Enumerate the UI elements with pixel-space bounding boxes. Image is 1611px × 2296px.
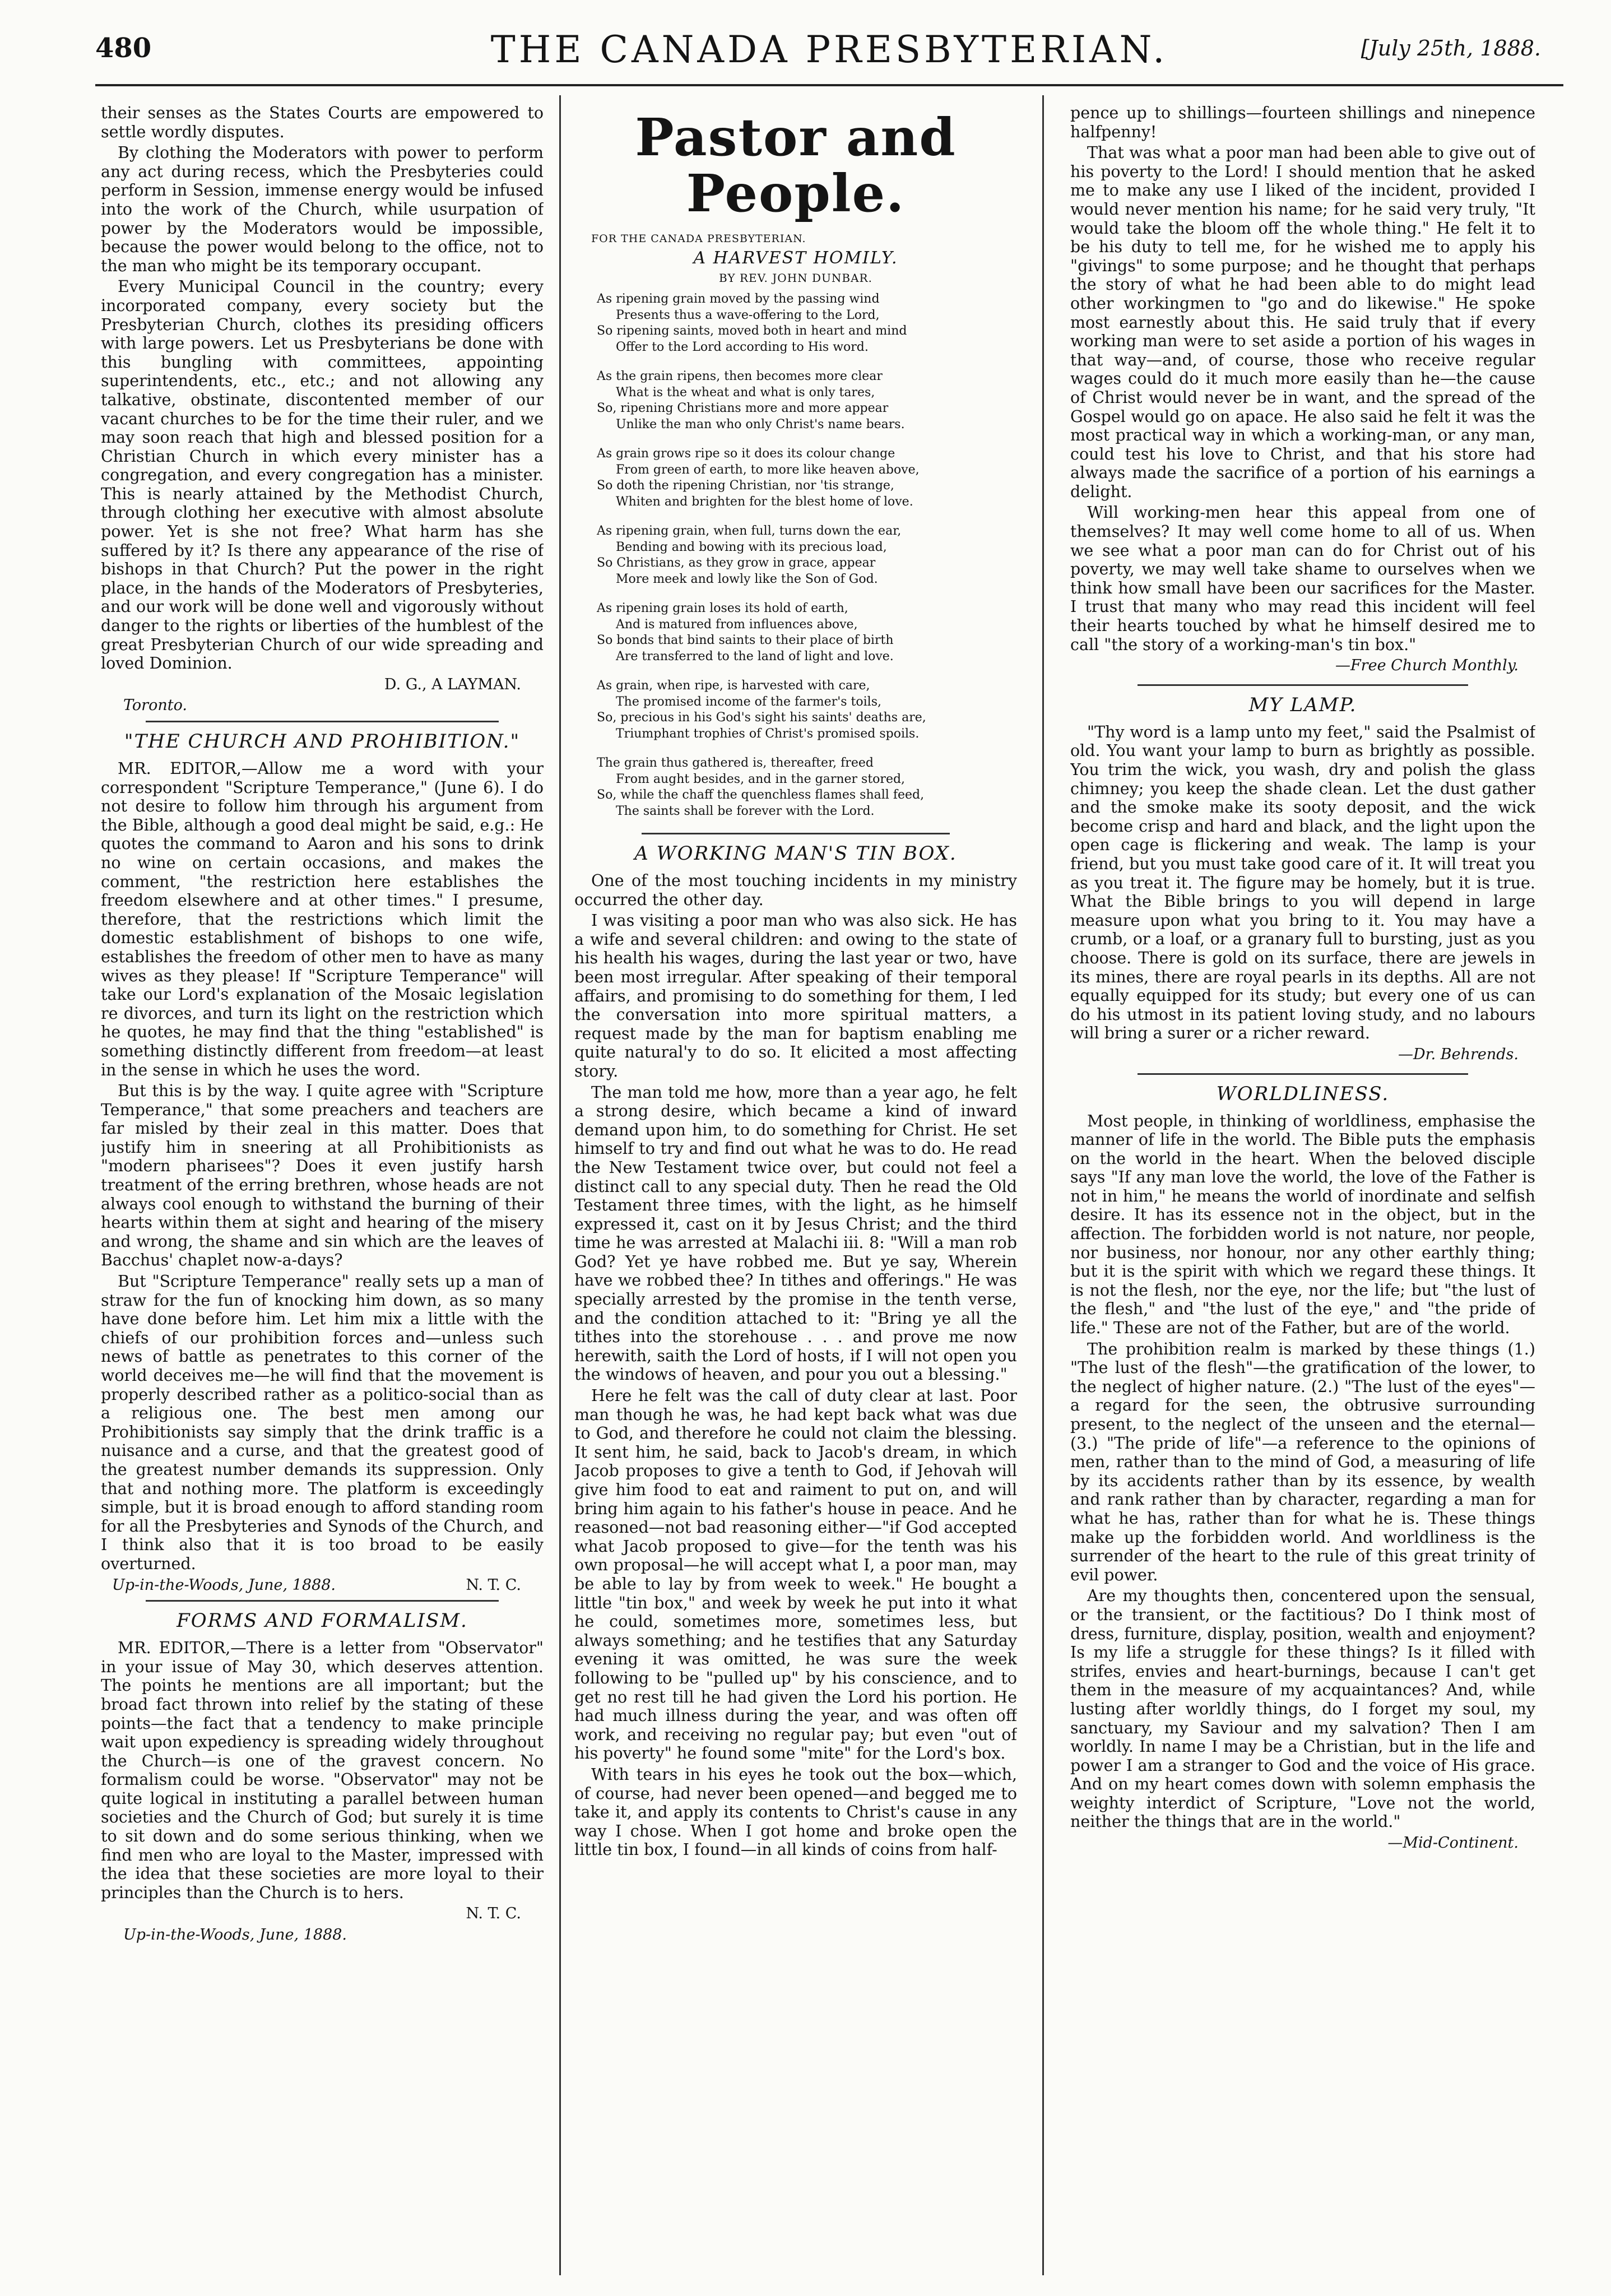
poem bbox=[597, 291, 1017, 819]
paragraph: pence up to shillings—fourteen shillings and ninepence halfpenny! bbox=[1070, 104, 1535, 141]
signature-line bbox=[101, 1576, 544, 1595]
poem-line: As grain grows ripe so it does its colour change bbox=[597, 447, 895, 461]
poem-line: Bending and bowing with its precious load, bbox=[616, 540, 887, 554]
poem-line: From green of earth, to more like heaven above, bbox=[616, 462, 920, 477]
paragraph: Will working-men hear this appeal from one of themselves? It may well come home to all of us. When we see what a poor man can do for Christ out of his poverty, we may well take shame to ourselves when we think how small have been our sacrifices for the Master. I trust that many who may read this incident will feel their hearts touched by what he himself desired me to call "the story of a working-man's tin box." bbox=[1070, 503, 1535, 654]
poem-line: So bonds that bind saints to their place of birth bbox=[597, 633, 894, 647]
paragraph: With tears in his eyes he took out the box—which, of course, had never been opened—and begged me to take it, and apply its contents to Christ's cause in any way I chose. When I got home and broke open the little tin box, I found—in all kinds of coins from half- bbox=[574, 1765, 1017, 1859]
masthead bbox=[95, 28, 1563, 77]
poem-stanza bbox=[597, 291, 1017, 355]
poem-line: And is matured from influences above, bbox=[616, 617, 858, 632]
paragraph: That was what a poor man had been able to give out of his poverty to the Lord! I should mention that he asked me to make any use I liked of the incident, provided I would never mention his name; for he said very truly, "It would take the bloom off the whole thing." He felt it to be his duty to tell me, for he wished me to apply his "givings" to some purpose; and he thought that perhaps the story of what he had been able to do might lead other workingmen to "go and do likewise." He spoke most earnestly about this. He said truly that if every working man were to set aside a portion of his wages in that way—and, of course, those who receive regular wages could do it much more easily than he—the cause of Christ would never be in want, and the spread of the Gospel would go on apace. He also said he felt it was the most practical way in which a working-man, or any man, could test his love to Christ, and that his store had always made the sacrifice of a portion of his earnings a delight. bbox=[1070, 143, 1535, 501]
article-separator bbox=[146, 1600, 499, 1602]
poem-stanza bbox=[597, 678, 1017, 742]
poem-line: As ripening grain moved by the passing wind bbox=[597, 292, 880, 306]
poem-stanza bbox=[597, 601, 1017, 665]
column-rule-right bbox=[1042, 95, 1044, 2275]
paragraph: their senses as the States Courts are empowered to settle wordly disputes. bbox=[101, 104, 544, 141]
poem-line: More meek and lowly like the Son of God. bbox=[616, 572, 878, 586]
poem-stanza bbox=[597, 755, 1017, 819]
poem-line: As grain, when ripe, is harvested with care, bbox=[597, 679, 870, 693]
paragraph: But this is by the way. I quite agree with "Scripture Temperance," that some preachers and teachers are far misled by their zeal in this matter. Does that justify him in sneering at all Prohibitionists as "modern pharisees"? Does it even justify harsh treatment of the erring brethren, whose heads are not always cool enough to withstand the burning of their hearts within them at sight and hearing of the misery and wrong, the shame and sin which are the leaves of Bacchus' chaplet now-a-days? bbox=[101, 1082, 544, 1270]
poem-line: Unlike the man who only Christ's name bears. bbox=[616, 417, 905, 432]
paragraph: "Thy word is a lamp unto my feet," said the Psalmist of old. You want your lamp to burn as brightly as possible. You trim the wick, you wash, dry and polish the glass chimney; you keep the shade clean. Let the dust gather and the smoke make its sooty deposit, and the wick become crisp and hard and black, and the light upon the open cage is flickering and weak. The lamp is your friend, but you must take good care of it. It will treat you as you treat it. The figure may be homely, but it is true. What the Bible brings to you will depend in large measure upon what you bring to it. You may have a crumb, or a loaf, or a granary full to bursting, just as you choose. There is gold on its surface, there are jewels in its mines, there are royal pearls in its depths. All are not equally equipped for its study; but every one of us can do his utmost in its patient loving study, and no labours will bring a surer or a richer reward. bbox=[1070, 722, 1535, 1043]
source-credit: —Mid-Continent. bbox=[1387, 1834, 1519, 1852]
poem-line: The promised income of the farmer's toils, bbox=[616, 694, 881, 709]
article-heading: MY LAMP. bbox=[1248, 693, 1357, 716]
page-number: 480 bbox=[95, 33, 152, 64]
paragraph: The prohibition realm is marked by these things (1.) "The lust of the flesh"—the gratification of the lower, to the neglect of higher nature. (2.) "The lust of the eyes"—a regard for the seen, the obtrusive surrounding present, to the neglect of the unseen and the eternal—(3.) "The pride of life"—a reference to the opinions of men, rather than to the mind of God, a measuring of life by its accidents rather than by its essence, by wealth and rank rather than by character, regarding a man for what he has, rather than for what he is. These things make up the forbidden world. And worldliness is the surrender of the heart to the rule of this great trinity of evil power. bbox=[1070, 1339, 1535, 1584]
column-middle bbox=[574, 104, 1017, 2267]
issue-date: [July 25th, 1888. bbox=[1361, 36, 1541, 61]
article-heading: A WORKING MAN'S TIN BOX. bbox=[634, 842, 957, 865]
signature: N. T. C. bbox=[466, 1905, 521, 1923]
signature-place: Toronto. bbox=[123, 697, 187, 715]
poem-line: So ripening saints, moved both in heart and mind bbox=[597, 324, 907, 338]
poem-line: As the grain ripens, then becomes more clear bbox=[597, 369, 883, 383]
poem-line: So doth the ripening Christian, nor 'tis strange, bbox=[597, 479, 894, 493]
article-heading: FORMS AND FORMALISM. bbox=[177, 1609, 468, 1632]
paragraph: MR. EDITOR,—There is a letter from "Observator" in your issue of May 30, which deserves attention. The points he mentions are all important; but the broad fact thrown into relief by the stating of these points—the fact that a tendency to make principle wait upon expediency is spreading widely throughout the Church—is one of the gravest concern. No formalism could be worse. "Observator" may not be quite logical in instituting a parallel between human societies and the Church of God; but surely it is time to sit down and do some serious thinking, when we find men who are loyal to the Master, impressed with the idea that these societies are more loyal to their principles than the Church is to hers. bbox=[101, 1639, 544, 1902]
paragraph: The man told me how, more than a year ago, he felt a strong desire, which became a kind of inward demand upon him, to do something for Christ. He set himself to try and find out what he was to do. He read the New Testament twice over, but could not feel a distinct call to any special duty. Then he read the Old Testament three times, with the light, as he himself expressed it, cast on it by Jesus Christ; and the third time he was arrested at Malachi iii. 8: "Will a man rob God? Yet ye have robbed me. But ye say, Wherein have we robbed thee? In tithes and offerings." He was specially arrested by the promise in the tenth verse, and the condition attached to it: "Bring ye all the tithes into the storehouse . . . and prove me now herewith, saith the Lord of hosts, if I will not open you the windows of heaven, and pour you out a blessing." bbox=[574, 1083, 1017, 1384]
poem-line: From aught besides, and in the garner stored, bbox=[616, 772, 906, 786]
section-title: Pastor and People. bbox=[635, 107, 957, 224]
poem-stanza bbox=[597, 446, 1017, 510]
for-line: FOR THE CANADA PRESBYTERIAN. bbox=[591, 233, 806, 245]
poem-line: As ripening grain loses its hold of earth, bbox=[597, 601, 848, 615]
paragraph: I was visiting a poor man who was also sick. He has a wife and several children: and owing to the state of his health his wages, during the last year or two, have been most irregular. After speaking of their temporal affairs, and promising to do something for them, I led the conversation into more spiritual matters, a request made by the man for baptism enabling me quite natural'y to do so. It elicited a most affecting story. bbox=[574, 911, 1017, 1080]
poem-line: What is the wheat and what is only tares, bbox=[616, 385, 875, 400]
paragraph: Here he felt was the call of duty clear at last. Poor man though he was, he had kept back what was due to God, and therefore he could not claim the blessing. It sent him, he said, back to Jacob's dream, in which Jacob proposes to give a tenth to God, if Jehovah will give him food to eat and raiment to put on, and will bring him again to his father's house in peace. And he reasoned—not bad reasoning either—"if God accepted what Jacob proposed to give—for the tenth was his own proposal—he will accept what I, a poor man, may be able to lay by from week to week." He bought a little "tin box," and week by week he put into it what he could, sometimes more, sometimes less, but always something; and he testifies that any Saturday evening it was omitted, he was sure the week following to be "pulled up" by his conscience, and to get no rest till he had given the Lord his portion. He had much illness during the year, and was often off work, and receiving no regular pay; but even "out of his poverty" he found some "mite" for the Lord's box. bbox=[574, 1386, 1017, 1763]
poem-line: The grain thus gathered is, thereafter, freed bbox=[597, 756, 874, 770]
poem-title: A HARVEST HOMILY. bbox=[693, 248, 898, 268]
poem-line: Offer to the Lord according to His word. bbox=[616, 340, 869, 354]
poem-stanza bbox=[597, 523, 1017, 587]
signature-place: Up-in-the-Woods, June, 1888. bbox=[112, 1576, 336, 1594]
poem-line: As ripening grain, when full, turns down the ear, bbox=[597, 524, 902, 538]
paragraph: By clothing the Moderators with power to perform any act during recess, which the Presbyteries could perform in Session, immense energy would be infused into the work of the Church, while usurpation of power by the Moderators would be impossible, because the power would belong to the office, not to the man who might be its temporary occupant. bbox=[101, 143, 544, 275]
poem-line: So, precious in his God's sight his saints' deaths are, bbox=[597, 711, 926, 725]
byline: BY REV. JOHN DUNBAR. bbox=[719, 271, 872, 285]
poem-line: Triumphant trophies of Christ's promised spoils. bbox=[616, 726, 920, 741]
paragraph: Are my thoughts then, concentered upon the sensual, or the transient, or the factitious? Do I think most of dress, furniture, display, position, wealth and enjoyment? Is my life a struggle for these things? Is it filled with strifes, envies and heart-burnings, because I can't get them in the measure of my acquaintances? And, while lusting after worldly things, do I forget my soul, my sanctuary, my Saviour and my salvation? Then I am worldly. In name I may be a Christian, but in the life and power I am a stranger to God and the voice of His grace. And on my heart comes down with solemn emphasis the weighty interdict of Scripture, "Love not the world, neither the things that are in the world." bbox=[1070, 1587, 1535, 1831]
article-separator bbox=[1138, 684, 1468, 686]
source-credit: —Free Church Monthly. bbox=[1335, 657, 1519, 675]
poem-line: So, while the chaff the quenchless flames shall feed, bbox=[597, 788, 925, 802]
signature: N. T. C. bbox=[466, 1576, 521, 1594]
article-heading: WORLDLINESS. bbox=[1216, 1082, 1390, 1105]
column-left bbox=[101, 104, 544, 2267]
poem-line: Presents thus a wave-offering to the Lord, bbox=[616, 308, 880, 322]
poem-line: The saints shall be forever with the Lord. bbox=[616, 804, 875, 818]
paragraph: But "Scripture Temperance" really sets up a man of straw for the fun of knocking him down, as so many have done before him. Let him mix a little with the chiefs of our prohibition forces and—unless such news of battle as penetrates to this corner of the world deceives me—he will find that the movement is properly described rather as a politico-social than as a religious one. The best men among our Prohibitionists say simply that the drink traffic is a nuisance and a curse, and that the greatest good of the greatest number demands its suppression. Only that and nothing more. The platform is exceedingly simple, but it is broad enough to afford standing room for all the Presbyteries and Synods of the Church, and I think also that it is too broad to be easily overturned. bbox=[101, 1272, 544, 1573]
article-heading: "THE CHURCH AND PROHIBITION." bbox=[124, 730, 521, 753]
signature: D. G., A LAYMAN. bbox=[384, 675, 521, 693]
article-separator bbox=[642, 833, 950, 834]
poem-stanza bbox=[597, 369, 1017, 433]
paragraph: Most people, in thinking of worldliness, emphasise the manner of life in the world. The Bible puts the emphasis on the world in the heart. When the beloved disciple says "If any man love the world, the love of the Father is not in him," he means the world of inordinate and selfish desire. It has its essence not in the object, but in the affection. The forbidden world is not nature, nor people, nor business, nor honour, nor any other earthly thing; but it is the spirit with which we regard these things. It is not the flesh, nor the eye, nor the life; but "the lust of the flesh," and "the lust of the eye," and "the pride of life." These are not of the Father, but are of the world. bbox=[1070, 1111, 1535, 1338]
signature-place: Up-in-the-Woods, June, 1888. bbox=[123, 1926, 347, 1944]
paragraph: One of the most touching incidents in my ministry occurred the other day. bbox=[574, 871, 1017, 909]
poem-line: Are transferred to the land of light and love. bbox=[616, 649, 894, 664]
column-rule-left bbox=[559, 95, 561, 2275]
article-separator bbox=[1138, 1073, 1468, 1075]
column-right bbox=[1070, 104, 1535, 2267]
article-separator bbox=[146, 721, 499, 722]
poem-line: So Christians, as they grow in grace, appear bbox=[597, 556, 876, 570]
newspaper-title: THE CANADA PRESBYTERIAN. bbox=[490, 28, 1168, 71]
paragraph: MR. EDITOR,—Allow me a word with your correspondent "Scripture Temperance," (June 6). I do not desire to follow him through his argument from the Bible, although a good deal might be said, e.g.: He quotes the command to Aaron and his sons to drink no wine on certain occasions, and makes the comment, "the restriction here establishes the freedom elsewhere and at other times." I presume, therefore, that the restrictions which limit the domestic establishment of bishops to one wife, establishes the freedom of other men to have as many wives as they please! If "Scripture Temperance" will take our Lord's explanation of the Mosaic legislation re divorces, and turn its light on the restriction which he quotes, he may find that the thing "established" is something distinctly different from freedom—at least in the sense in which he uses the word. bbox=[101, 759, 544, 1079]
paragraph: Every Municipal Council in the country; every incorporated company, every society but the Presbyterian Church, clothes its presiding officers with large powers. Let us Presbyterians be done with this bungling with committees, appointing superintendents, etc., etc.; and not allowing any talkative, obstinate, discontented member of our vacant churches to be for the time their ruler, and we may soon reach that high and blessed position for a Christian Church in which every minister has a congregation, and every congregation has a minister. This is nearly attained by the Methodist Church, through clothing her executive with almost absolute power. Yet is she not free? What harm has she suffered by it? Is there any appearance of the rise of bishops in that Church? Put the power in the right place, in the hands of the Moderators of Presbyteries, and our work will be done well and vigorously without danger to the rights or liberties of the humblest of the great Presbyterian Church of our wide spreading and loved Dominion. bbox=[101, 277, 544, 673]
source-credit: —Dr. Behrends. bbox=[1398, 1045, 1519, 1063]
poem-line: Whiten and brighten for the blest home of love. bbox=[616, 494, 913, 509]
masthead-rule bbox=[95, 84, 1563, 86]
poem-line: So, ripening Christians more and more appear bbox=[597, 401, 889, 415]
